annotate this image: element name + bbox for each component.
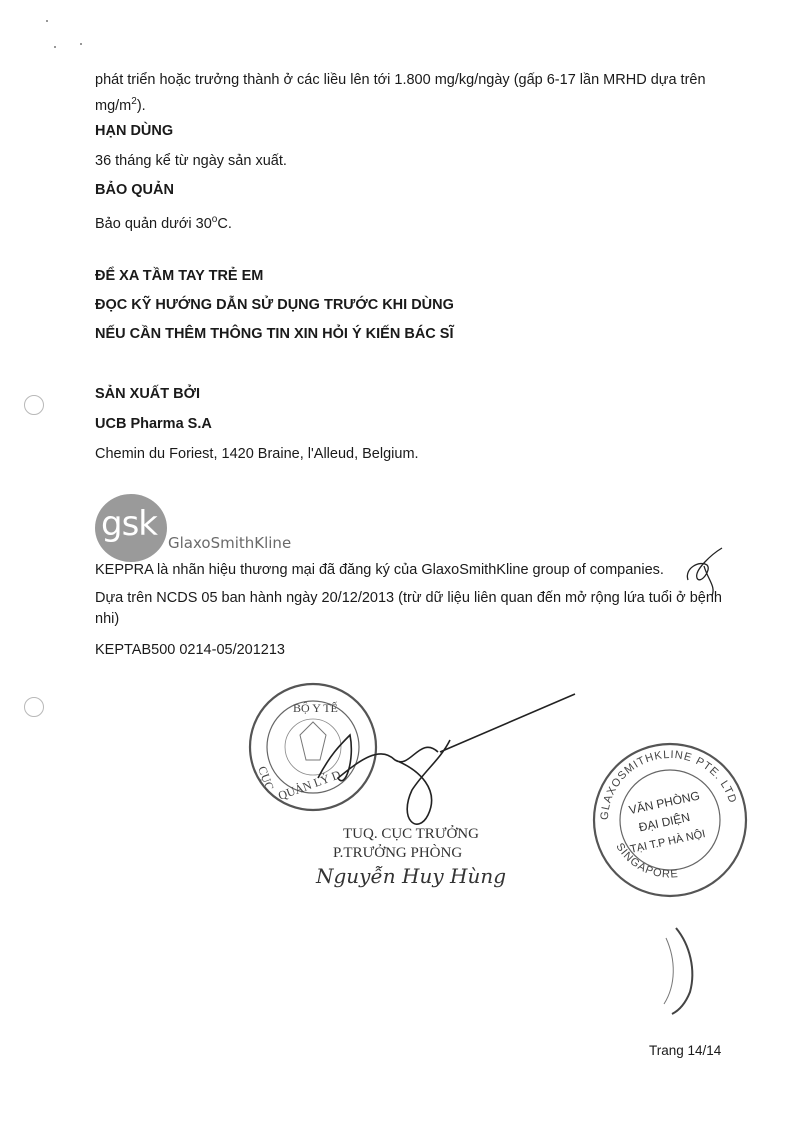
page-number: Trang 14/14 — [649, 1043, 722, 1058]
warning-ask-doctor: NẾU CẦN THÊM THÔNG TIN XIN HỎI Ý KIẾN BÁC SĨ — [95, 326, 454, 342]
office-stamp-line-1: VĂN PHÒNG — [627, 788, 701, 818]
continuation-line: phát triển hoặc trưởng thành ở các liều lên tới 1.800 mg/kg/ngày (gấp 6-17 lần MRHD dựa trên — [95, 72, 706, 88]
signatory-title-1: TUQ. CỤC TRƯỞNG — [343, 826, 479, 842]
unit-text: mg/m — [95, 97, 132, 114]
storage-text-main: Bảo quản dưới 30 — [95, 215, 212, 232]
storage-text-unit: C. — [217, 215, 232, 232]
shelf-life-heading: HẠN DÙNG — [95, 123, 174, 139]
office-stamp-line-3: TẠI T.P HÀ NỘI — [629, 828, 707, 856]
warning-children: ĐỂ XA TẦM TAY TRẺ EM — [95, 268, 264, 284]
stamp-left-text: CỤC — [255, 764, 277, 793]
stamp-top-text: BỘ Y TẾ — [293, 701, 338, 715]
shelf-life-text: 36 tháng kể từ ngày sản xuất. — [95, 153, 287, 169]
document-code: KEPTAB500 0214-05/201213 — [95, 642, 285, 658]
unit-suffix: ). — [136, 97, 146, 114]
signatory-name: Nguyễn Huy Hùng — [316, 864, 507, 888]
stamp-bottom-text: QUẢN LÝ D — [276, 767, 343, 803]
gsk-logo-name: GlaxoSmithKline — [168, 534, 292, 552]
office-stamp-ring-top: GLAXOSMITHKLINE PTE. LTD — [598, 748, 739, 821]
manufacturer-heading: SẢN XUẤT BỞI — [95, 386, 201, 402]
office-stamp-line-2: ĐẠI DIỆN — [637, 809, 692, 835]
manufacturer-address: Chemin du Foriest, 1420 Braine, l'Alleud, Belgium. — [95, 446, 419, 462]
signatory-title-2: P.TRƯỞNG PHÒNG — [333, 845, 463, 861]
gsk-logo-mark: gsk — [101, 504, 157, 544]
office-stamp-ring-bottom: SINGAPORE — [613, 841, 680, 881]
unit-superscript: 2 — [131, 96, 137, 107]
manufacturer-name: UCB Pharma S.A — [95, 416, 212, 432]
degree-superscript: o — [211, 214, 218, 225]
warning-read-instructions: ĐỌC KỸ HƯỚNG DẪN SỬ DỤNG TRƯỚC KHI DÙNG — [95, 297, 454, 313]
trademark-statement: KEPPRA là nhãn hiệu thương mại đã đăng ký của GlaxoSmithKline group of companies. — [95, 562, 664, 578]
ncds-reference: Dựa trên NCDS 05 ban hành ngày 20/12/2013 (trừ dữ liệu liên quan đến mở rộng lứa tuổi ở bệnh nhi) — [95, 590, 722, 627]
storage-heading: BẢO QUẢN — [95, 182, 174, 198]
